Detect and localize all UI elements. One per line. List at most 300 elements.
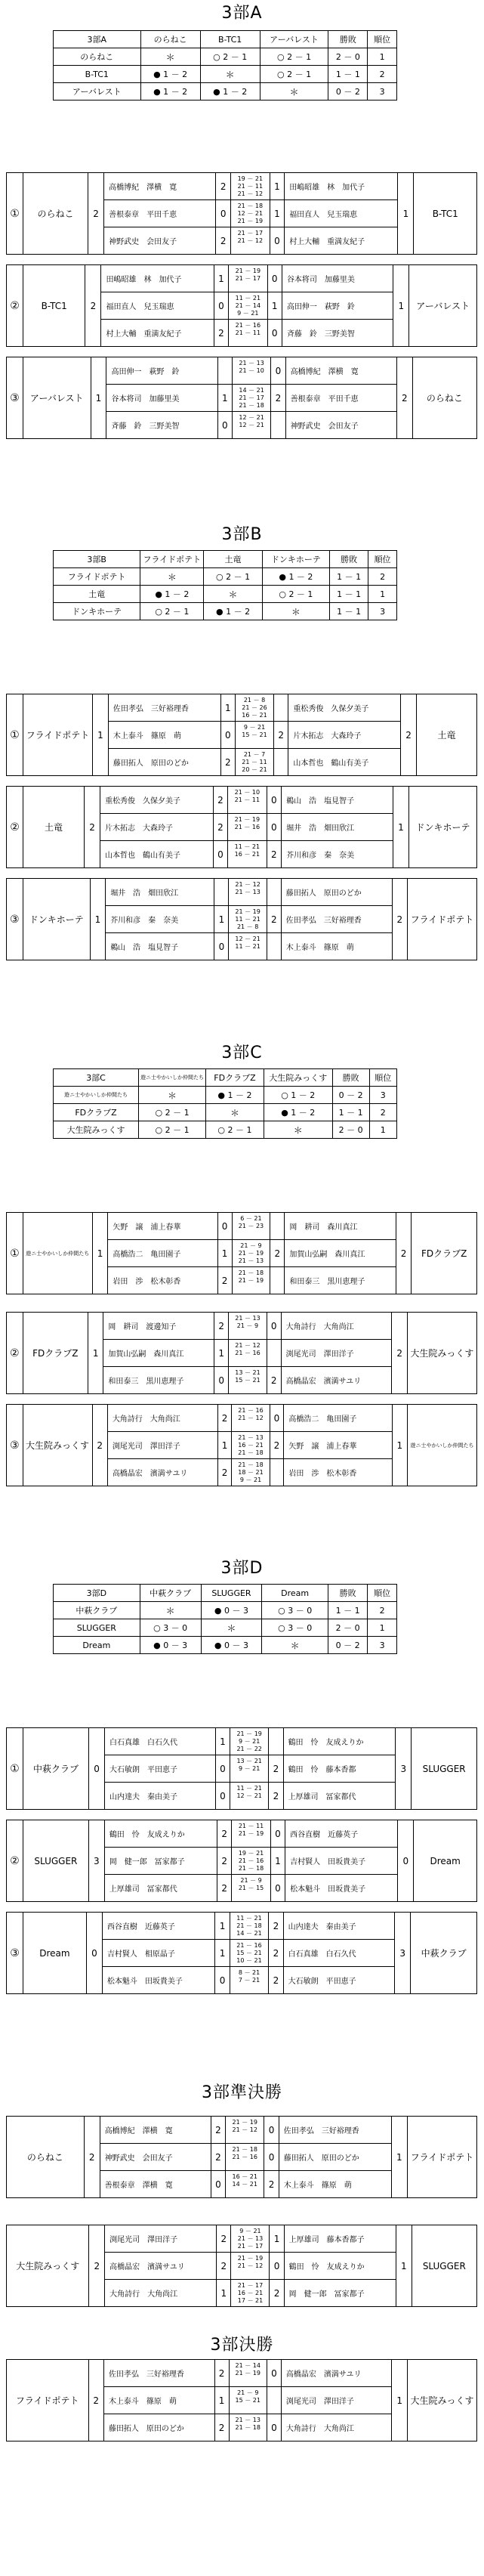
rr-header-cell: 順位 [368,31,397,48]
rr-team-name: SLUGGER [54,1619,140,1637]
right-game-score: 2 [271,385,285,412]
left-team-name: のらねこ [7,2117,85,2198]
rr-cell: 0 － 2 [332,1087,369,1104]
rr-cell: 1 － 1 [328,66,368,83]
right-team-name: ドンキホーテ [408,787,476,868]
section-title: 3部C [221,1044,263,1062]
left-players: 佐田孝弘 三好裕理香 [108,694,220,722]
left-team-score: 0 [86,1913,102,1994]
left-players: 善根泰章 澤横 寛 [100,2171,211,2198]
round-robin-table [53,1584,397,1654]
set-score-line: 21 － 18 [232,2145,257,2153]
right-team-score: 2 [392,1313,407,1394]
right-players: 吉村賢人 田坂貴美子 [285,1848,398,1875]
set-score-line: 17 － 21 [237,2296,264,2304]
left-game-score: 1 [214,265,228,292]
set-scores [229,265,267,292]
set-score-line: 21 － 9 [240,1242,262,1249]
right-team-name: Dream [414,1820,477,1902]
set-score-line: 21 － 14 [235,302,261,309]
right-players: 福田直人 兒玉瑞恵 [285,200,398,227]
right-game-score: 2 [267,906,281,933]
set-score-line [231,1984,267,1992]
rr-row [54,586,397,603]
right-game-score [270,1213,285,1240]
rr-cell: ○ 2 － 1 [204,568,262,586]
right-players: 松本魁斗 田坂貴美子 [285,1875,398,1902]
right-game-score: 1 [270,200,285,227]
rr-cell: ＊ [264,1121,332,1139]
left-game-score: 1 [214,1340,229,1367]
game-row [7,879,477,906]
set-score-line [232,245,269,252]
set-scores [232,1267,270,1294]
left-game-score: 2 [216,173,231,200]
rr-cell: 2 [368,1602,397,1619]
left-game-score: 1 [215,1913,230,1940]
set-score-line: 21 － 12 [232,2126,257,2133]
left-game-score: 0 [216,200,231,227]
set-score-line: 21 － 13 [238,1433,264,1441]
set-score-line: 21 － 14 [235,2361,260,2369]
left-game-score: 1 [220,694,235,722]
rr-cell: 1 － 1 [330,603,368,620]
set-score-line: 21 － 17 [237,229,264,237]
left-players: 松本魁斗 田坂貴美子 [102,1967,214,1994]
left-game-score: 2 [220,749,235,776]
right-players: 木上泰斗 篠原 萌 [281,933,392,960]
left-team-score: 2 [85,265,101,347]
right-game-score: 0 [264,2144,279,2171]
set-score-line: 21 － 18 [236,1922,262,1929]
left-team-score: 1 [90,879,105,960]
left-team-score: 0 [89,1728,105,1810]
left-players: 高田伸一 萩野 鈴 [106,357,217,385]
left-game-score: 0 [213,841,227,868]
right-players: 上厚雄司 藤本香都子 [284,2225,396,2253]
right-game-score: 0 [267,814,281,841]
set-score-line: 21 － 19 [238,1249,264,1257]
right-team-name: フライドポテト [407,2117,476,2198]
left-game-score: 0 [215,1783,230,1810]
left-players: 岡 健一郎 冨家都子 [104,1848,217,1875]
set-scores [229,320,267,347]
rr-cell: ＊ [140,568,204,586]
set-score-line: 21 － 9 [236,1322,259,1329]
set-score-line: 21 － 26 [242,704,267,711]
set-score-line: 21 － 11 [235,329,261,336]
left-game-score: 2 [214,1313,229,1340]
rr-cell: 3 [368,83,397,101]
rr-cell: 2 [368,66,397,83]
rr-cell: ＊ [140,48,200,66]
left-players: 斉藤 鈴 三野美智 [106,412,217,439]
set-score-line: 21 － 16 [236,1941,262,1949]
set-score-line: 16 － 21 [234,850,260,858]
right-game-score: 1 [270,173,285,200]
left-players: 田嶋昭雄 林 加代子 [101,265,214,292]
rr-header-cell: SLUGGER [201,1585,262,1602]
left-game-score: 2 [217,1820,232,1848]
left-team-name: Dream [23,1913,86,1994]
left-game-score: 0 [217,412,232,439]
rr-header-cell: 勝敗 [330,551,368,568]
left-players: 山本哲也 鶴山有美子 [100,841,214,868]
set-score-line: 21 － 22 [236,1745,262,1752]
rr-header-cell: 土竜 [204,551,262,568]
right-players: 渕尾光司 澤田洋子 [281,2387,392,2414]
left-players: 上厚雄司 冨家都代 [104,1875,217,1902]
match-table [6,264,477,347]
left-players: 佐田孝弘 三好裕理香 [103,2360,214,2387]
set-scores [228,787,267,814]
left-team-name: B-TC1 [23,265,85,347]
game-row [7,357,477,385]
right-game-score: 0 [270,2253,284,2280]
rr-cell: 1 － 1 [330,586,368,603]
left-game-score: 2 [213,787,227,814]
rr-header-row [54,1069,397,1087]
left-players: 村上大輔 重満友紀子 [101,320,214,347]
rr-header-cell: アーバレスト [260,31,328,48]
rr-cell: ○ 2 － 1 [260,48,328,66]
set-scores [229,933,267,960]
right-game-score [274,694,288,722]
set-score-line: 21 － 12 [238,1414,264,1421]
rr-cell: 1 [369,1121,396,1139]
left-game-score: 1 [214,906,229,933]
set-score-line: 15 － 21 [242,731,267,738]
left-game-score: 0 [214,933,229,960]
right-team-score: 2 [396,357,412,439]
game-row [7,2225,477,2253]
set-score-line: 13 － 21 [236,1757,262,1764]
set-scores [231,2253,270,2280]
set-scores [230,1728,269,1755]
right-game-score: 2 [269,1967,283,1994]
set-score-line: 10 － 21 [236,1956,262,1964]
section-title: 3部決勝 [210,2336,274,2355]
rr-cell: ＊ [140,1602,201,1619]
left-players: 善根泰章 平田千恵 [104,200,216,227]
right-team-name: 大生院みっくす [407,2360,476,2441]
set-score-line [233,1230,270,1238]
set-scores [230,1913,268,1940]
set-score-line: 12 － 21 [237,209,264,217]
rr-cell: ○ 2 － 1 [262,586,330,603]
right-game-score: 2 [269,1940,283,1967]
set-score-line: 21 － 18 [238,1461,264,1468]
match-table [6,1727,477,1810]
set-score-line: 21 － 9 [240,1876,262,1884]
right-players: 田嶋昭雄 林 加代子 [285,173,398,200]
left-players: 吉村賢人 相原晶子 [102,1940,214,1967]
left-game-score: 0 [217,1213,232,1240]
rr-team-name: 遊ニ士やかいしか仲間たち [54,1087,139,1104]
game-row [7,694,477,722]
rr-header-row [54,551,397,568]
left-game-score: 0 [214,292,228,320]
right-game-score: 0 [267,265,282,292]
set-score-line: 21 － 19 [235,267,261,274]
right-game-score [270,1459,284,1486]
set-scores [230,1940,268,1967]
match-number: ① [7,1728,23,1810]
rr-row [54,603,397,620]
rr-header-cell: 順位 [369,1069,396,1087]
left-team-score: 1 [88,1313,103,1394]
right-players: 岡 耕司 森川真江 [285,1213,396,1240]
right-players: 高橋晶宏 濱満サユリ [281,2360,392,2387]
right-team-score: 1 [393,265,409,347]
rr-header-cell: ドンキホーテ [262,551,330,568]
right-players: 山内達夫 秦由美子 [283,1913,395,1940]
left-players: 芥川和彦 秦 奈美 [106,906,214,933]
right-team-name: SLUGGER [412,2225,476,2307]
rr-cell: 0 － 2 [328,83,368,101]
rr-cell: 2 [368,568,397,586]
right-game-score: 0 [264,2117,279,2144]
rr-cell: ● 1 － 2 [204,603,262,620]
right-players: 鶴田 怜 友成えりか [283,1728,396,1755]
rr-header-cell: のらねこ [140,31,200,48]
set-score-line: 12 － 21 [239,413,264,421]
right-team-name: 中萩クラブ [411,1913,477,1994]
set-scores [232,1405,270,1432]
set-score-line [230,1384,265,1392]
rr-cell: 2 － 0 [328,48,368,66]
left-game-score: 0 [220,722,235,749]
set-score-line [227,2161,263,2169]
set-score-line: 21 － 16 [238,1406,264,1414]
rr-cell: 1 [368,1619,397,1637]
rr-cell: 2 [369,1104,396,1121]
left-game-score: 2 [211,2144,225,2171]
round-robin-table [53,30,397,101]
right-game-score: 2 [267,1367,281,1394]
set-scores [229,292,267,320]
rr-header-cell: 順位 [368,1585,397,1602]
match-table [6,786,477,868]
right-game-score [274,749,288,776]
right-game-score: 0 [270,1405,284,1432]
match-number: ② [7,1820,23,1902]
set-score-line [231,1773,267,1780]
right-team-score: 1 [393,787,408,868]
rr-cell: 2 － 0 [328,1619,368,1637]
left-team-name: のらねこ [23,173,88,255]
left-game-score: 2 [216,227,231,255]
rr-header-cell: B-TC1 [200,31,260,48]
set-score-line: 21 － 13 [235,1314,260,1322]
rr-header-cell: 3部D [54,1585,140,1602]
match-table [6,694,477,776]
match-number: ③ [7,1405,23,1486]
left-players: 堀井 浩 畑田欣江 [106,879,214,906]
right-players: 高橋浩二 亀田園子 [284,1405,392,1432]
left-team-name: 遊ニ士やかいしか仲間たち [23,1213,92,1294]
left-players: 渕尾光司 澤田洋子 [107,1432,217,1459]
rr-header-cell: 遊ニ士やかいしか仲間たち [139,1069,206,1087]
rr-team-name: ドンキホーテ [54,603,140,620]
right-game-score [267,933,281,960]
set-score-line: 21 － 7 [243,750,266,758]
set-scores [229,1313,267,1340]
left-team-score: 2 [92,1405,107,1486]
left-game-score: 2 [214,2360,229,2387]
right-game-score: 0 [267,1313,281,1340]
right-players: 重松秀俊 久保夕美子 [288,694,401,722]
rr-header-cell: 勝敗 [328,1585,368,1602]
set-score-line [227,2134,263,2142]
set-score-line: 9 － 21 [239,2227,261,2234]
left-game-score: 2 [211,2117,225,2144]
set-score-line: 12 － 21 [236,1792,262,1799]
set-score-line: 21 － 18 [235,2423,260,2431]
right-players: 大角詩行 大角尚江 [281,1313,392,1340]
section-title: 3部A [221,4,263,23]
match-table [6,1820,477,1902]
left-game-score: 2 [217,1267,232,1294]
rr-cell: ● 1 － 2 [262,568,330,586]
left-team-score: 2 [88,2360,103,2441]
set-score-line: 21 － 8 [236,923,259,930]
set-score-line: 21 － 11 [237,182,264,190]
left-players: 加賀山弘嗣 森川真江 [103,1340,214,1367]
right-game-score [267,879,281,906]
set-scores [235,722,273,749]
rr-cell: ○ 3 － 0 [262,1619,328,1637]
left-players: 重松秀俊 久保夕美子 [100,787,214,814]
right-players: 岩田 渉 松木彰香 [284,1459,392,1486]
set-score-line: 21 － 19 [235,2369,260,2377]
left-team-name: フライドポテト [7,2360,89,2441]
set-scores [232,1820,270,1848]
section-title: 3部B [221,525,263,544]
right-game-score: 2 [270,2280,284,2307]
set-score-line: 11 － 21 [234,843,260,850]
right-players: 鶴田 怜 友成えりか [284,2253,396,2280]
match-table [6,1212,477,1294]
set-scores [229,1340,267,1367]
set-scores [232,1213,270,1240]
game-row [7,2117,477,2144]
left-game-score: 0 [215,1755,230,1783]
rr-team-name: 大生院みっくす [54,1121,139,1139]
set-scores [226,2171,264,2198]
left-game-score: 2 [213,814,227,841]
rr-cell: ● 1 － 2 [140,83,200,101]
right-team-score: 2 [392,879,407,960]
set-score-line: 12 － 21 [235,935,260,942]
rr-row [54,1602,397,1619]
rr-cell: 1 － 1 [332,1104,369,1121]
rr-cell: ＊ [201,1619,262,1637]
right-players: 大石敏朗 平田恵子 [283,1967,395,1994]
set-score-line: 16 － 21 [237,2289,264,2296]
set-scores [230,1783,269,1810]
set-score-line: 14 － 21 [236,1929,262,1937]
left-players: 片木拓志 大森玲子 [100,814,214,841]
left-game-score [217,357,232,385]
rr-cell: ● 1 － 2 [200,83,260,101]
left-game-score: 1 [215,1728,230,1755]
left-players: 木上泰斗 篠原 萌 [108,722,220,749]
set-score-line: 16 － 21 [238,1441,264,1449]
left-team-name: アーバレスト [23,357,91,439]
left-players: 高橋晶宏 濱満サユリ [107,1459,217,1486]
right-game-score: 2 [269,1913,283,1940]
left-game-score: 1 [217,385,232,412]
set-score-line: 21 － 16 [238,1857,264,1864]
left-players: 高橋浩二 亀田園子 [108,1240,217,1267]
left-players: 大角詩行 大角尚江 [107,1405,217,1432]
right-team-name: アーバレスト [409,265,477,347]
set-score-line [229,831,266,839]
match-number: ② [7,1313,23,1394]
set-score-line: 20 － 21 [242,765,267,773]
rr-cell: ＊ [139,1087,206,1104]
section-title: 3部準決勝 [202,2083,282,2102]
rr-header-cell: フライドポテト [140,551,204,568]
right-players: 白石真雄 白石久代 [283,1940,395,1967]
right-players: 山本哲也 鶴山有美子 [288,749,401,776]
right-players: 谷本将司 加藤里美 [282,265,393,292]
rr-header-cell: 中萩クラブ [140,1585,201,1602]
right-game-score: 0 [270,1875,285,1902]
left-players: 岡 耕司 渡邊知子 [103,1313,214,1340]
set-score-line [233,1422,268,1430]
left-players: 西谷直樹 近藤英子 [102,1913,214,1940]
right-team-score: 1 [391,2117,407,2198]
rr-header-cell: 順位 [368,551,397,568]
set-score-line: 9 － 21 [239,1764,260,1772]
set-score-line [233,1838,269,1845]
left-game-score: 0 [211,2171,225,2198]
set-scores [229,1367,267,1394]
right-players: 大角詩行 大角尚江 [281,2414,392,2441]
set-scores [232,1848,270,1875]
right-players: 佐田孝弘 三好裕理香 [281,906,392,933]
left-team-score: 2 [88,173,103,255]
game-row [7,173,477,200]
left-game-score: 2 [217,2253,231,2280]
rr-row [54,83,397,101]
set-score-line: 21 － 17 [235,274,261,282]
set-score-line: 21 － 13 [235,888,260,895]
right-team-score: 1 [392,1405,407,1486]
right-players: 高田伸一 萩野 鈴 [282,292,393,320]
rr-team-name: FDクラブZ [54,1104,139,1121]
left-team-name: 土竜 [23,787,84,868]
right-game-score: 0 [270,227,285,255]
right-players: 神野武史 会田友子 [285,412,396,439]
set-score-line: 21 － 16 [235,1349,260,1356]
right-team-score: 2 [401,694,417,776]
left-team-score: 2 [89,2225,105,2307]
set-scores [229,2414,267,2441]
rr-cell: 3 [368,603,397,620]
right-players: 斉藤 鈴 三野美智 [282,320,393,347]
set-score-line [233,1892,269,1900]
set-score-line: 21 － 12 [235,880,260,888]
right-team-name: フライドポテト [407,879,476,960]
rr-cell: ● 0 － 3 [201,1637,262,1654]
left-team-score: 1 [92,1213,108,1294]
rr-row [54,48,397,66]
left-team-score: 1 [92,694,108,776]
match-table [6,2116,477,2198]
